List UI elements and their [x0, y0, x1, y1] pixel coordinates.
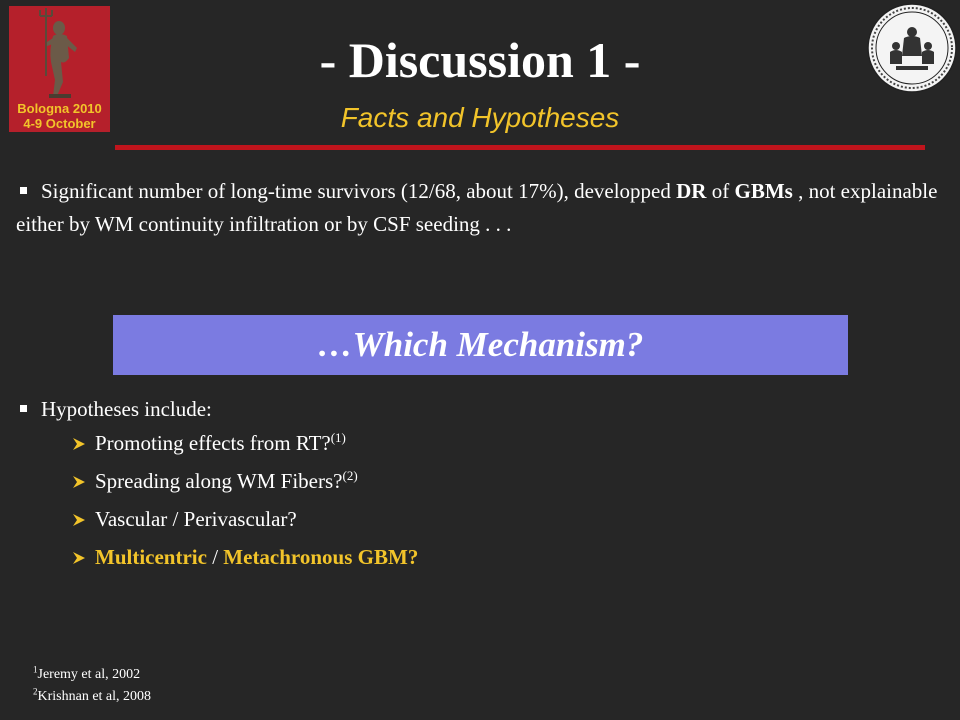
- references: [33, 664, 151, 708]
- reference-1-text: Jeremy et al, 2002: [37, 667, 141, 682]
- mechanism-banner-text: …Which Mechanism?: [317, 325, 644, 364]
- hypothesis-ref-2: (2): [342, 468, 358, 483]
- hypotheses-heading-text: Hypotheses include:: [41, 397, 212, 421]
- logo-line-1: Bologna 2010: [17, 101, 102, 116]
- hypothesis-item-1: [72, 428, 346, 458]
- hypothesis-ref-1: (1): [330, 430, 346, 445]
- hypothesis-item-3: [72, 504, 297, 534]
- finding-paragraph: [16, 175, 941, 241]
- arrow-bullet-icon: [72, 551, 86, 565]
- reference-1: [33, 664, 151, 686]
- finding-text-c: , not explainable either by WM continuity infiltration or by CSF seeding . . .: [16, 179, 938, 236]
- hypothesis-text-3: Vascular / Perivascular?: [95, 507, 297, 531]
- finding-text-b: of: [706, 179, 735, 203]
- finding-bold-dr: DR: [676, 179, 707, 203]
- metachronous-label: Metachronous GBM?: [223, 545, 419, 569]
- arrow-bullet-icon: [72, 475, 86, 489]
- square-bullet-icon: [20, 187, 27, 194]
- page-subtitle: Facts and Hypotheses: [340, 102, 620, 133]
- page-title: - Discussion 1 -: [319, 32, 641, 88]
- finding-text-a: Significant number of long-time survivors (12/68, about 17%), developped: [41, 179, 677, 203]
- hypothesis-item-2: [72, 466, 358, 496]
- reference-2-text: Krishnan et al, 2008: [37, 689, 152, 704]
- reference-2: [33, 686, 151, 708]
- hypothesis-text-1: Promoting effects from RT?: [95, 431, 331, 455]
- hypothesis-text-2: Spreading along WM Fibers?: [95, 469, 343, 493]
- mechanism-banner: [113, 315, 848, 375]
- square-bullet-icon: [20, 405, 27, 412]
- reference-2-num: 2: [33, 686, 38, 697]
- reference-1-num: 1: [33, 664, 38, 675]
- hypothesis-item-4: [72, 542, 418, 572]
- logo-line-2: 4-9 October: [23, 116, 96, 131]
- multicentric-label: Multicentric: [95, 545, 207, 569]
- item-separator: /: [206, 545, 224, 569]
- arrow-bullet-icon: [72, 437, 86, 451]
- arrow-bullet-icon: [72, 513, 86, 527]
- hypotheses-heading: [20, 394, 212, 424]
- finding-bold-gbms: GBMs: [734, 179, 793, 203]
- title-divider: [115, 145, 925, 150]
